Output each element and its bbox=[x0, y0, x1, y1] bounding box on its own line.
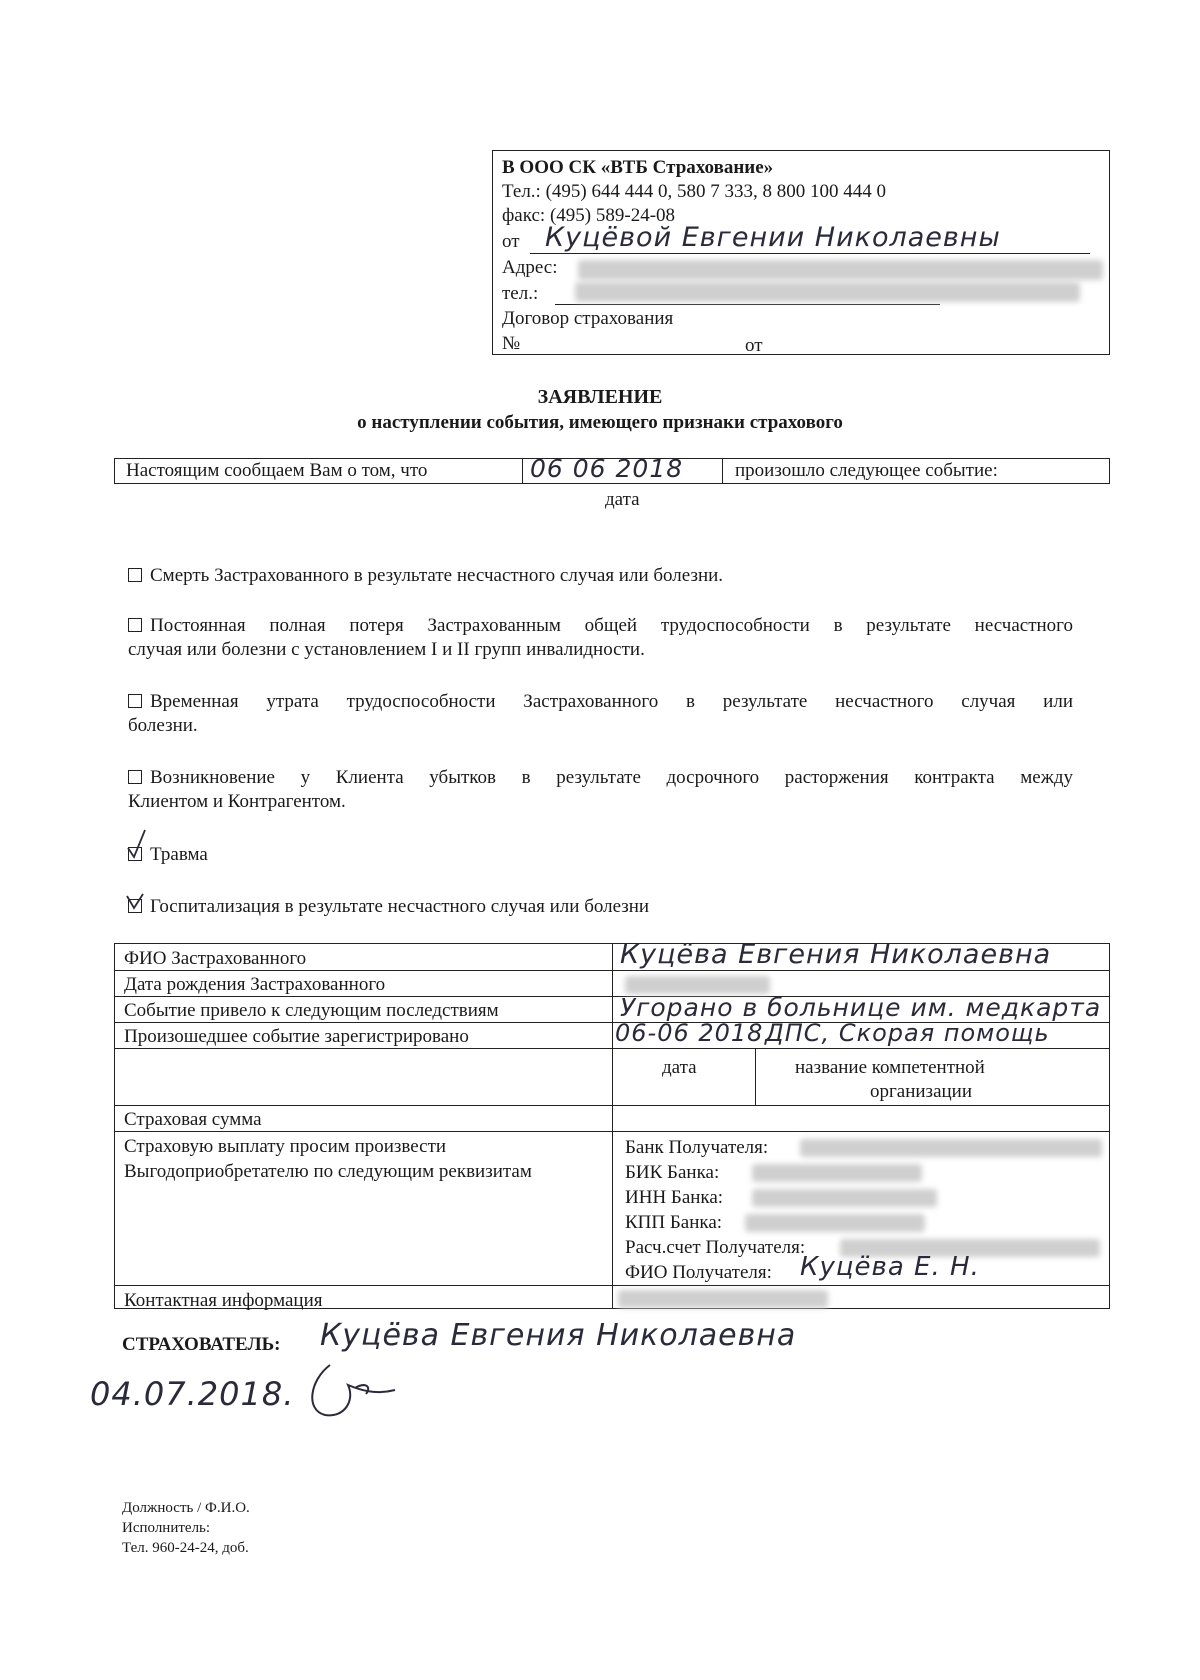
from-handwritten: Куцёвой Евгении Николаевны bbox=[545, 222, 1001, 253]
inn-redacted bbox=[752, 1189, 937, 1207]
footer-position: Должность / Ф.И.О. bbox=[122, 1500, 250, 1516]
option-client-losses[interactable]: Возникновение у Клиента убытков в результате досрочного расторжения контракта между bbox=[128, 765, 1073, 790]
event-date-caption: дата bbox=[605, 489, 640, 510]
checkbox-temporary-disability[interactable] bbox=[128, 694, 142, 708]
bank-label: Банк Получателя: bbox=[625, 1137, 769, 1158]
contract-label: Договор страхования bbox=[502, 308, 674, 329]
phone-redacted bbox=[575, 282, 1080, 302]
recipient-handwritten: Куцёва Е. Н. bbox=[800, 1252, 980, 1282]
contract-number-label: № bbox=[502, 333, 521, 354]
fio-label: ФИО Застрахованного bbox=[124, 948, 307, 969]
subcolumn-divider bbox=[755, 1048, 756, 1105]
fio-handwritten: Куцёва Евгения Николаевна bbox=[620, 939, 1052, 970]
address-redacted bbox=[578, 260, 1103, 280]
address-label: Адрес: bbox=[502, 257, 558, 278]
recipient-label: ФИО Получателя: bbox=[625, 1262, 772, 1283]
document-subtitle: о наступлении события, имеющего признаки страхового bbox=[357, 412, 843, 433]
option-hospitalization-text: Госпитализация в результате несчастного случая или болезни bbox=[150, 896, 650, 917]
checkbox-injury-checked[interactable] bbox=[128, 847, 142, 861]
checkmark-icon bbox=[127, 892, 149, 912]
bank-redacted bbox=[800, 1139, 1102, 1157]
option-permanent-disability[interactable]: Постоянная полная потеря Застрахованным общей трудоспособности в результате несчастного bbox=[128, 613, 1073, 638]
footer-phone: Тел. 960-24-24, доб. bbox=[122, 1540, 249, 1556]
signature-date-handwritten: 04.07.2018. bbox=[90, 1375, 295, 1413]
phone-label: тел.: bbox=[502, 283, 539, 304]
company-name: В ООО СК «ВТБ Страхование» bbox=[502, 157, 774, 178]
event-row-tail: произошло следующее событие: bbox=[735, 460, 998, 481]
from-label: от bbox=[502, 231, 520, 252]
payout-label-2: Выгодоприобретателю по следующим реквизитам bbox=[124, 1161, 532, 1182]
event-row-divider-1 bbox=[522, 458, 523, 484]
company-fax: факс: (495) 589-24-08 bbox=[502, 205, 676, 226]
company-phones: Тел.: (495) 644 444 0, 580 7 333, 8 800 100 444 0 bbox=[502, 181, 886, 202]
option-temporary-disability[interactable]: Временная утрата трудоспособности Застрахованного в результате несчастного случая или bbox=[128, 689, 1073, 714]
option-death[interactable] bbox=[128, 564, 723, 588]
contact-label: Контактная информация bbox=[124, 1290, 323, 1311]
date-caption: дата bbox=[662, 1057, 697, 1078]
option-injury-text: Травма bbox=[150, 844, 208, 865]
org-caption-2: организации bbox=[870, 1081, 973, 1102]
checkbox-hospitalization-checked[interactable] bbox=[128, 899, 142, 913]
option-temporary-disability-line2: болезни. bbox=[128, 715, 198, 736]
sum-label: Страховая сумма bbox=[124, 1109, 262, 1130]
checkbox-client-losses[interactable] bbox=[128, 770, 142, 784]
event-row-lead: Настоящим сообщаем Вам о том, что bbox=[126, 460, 428, 481]
option-client-losses-line2: Клиентом и Контрагентом. bbox=[128, 791, 346, 812]
contact-redacted bbox=[618, 1290, 828, 1308]
from-underline bbox=[530, 253, 1090, 254]
bik-redacted bbox=[752, 1164, 922, 1182]
option-permanent-disability-line2: случая или болезни с установлением I и II групп инвалидности. bbox=[128, 639, 645, 660]
policyholder-label: СТРАХОВАТЕЛЬ: bbox=[122, 1334, 281, 1355]
dob-redacted bbox=[625, 976, 770, 994]
column-divider bbox=[612, 943, 613, 1309]
policyholder-name-handwritten: Куцёва Евгения Николаевна bbox=[320, 1318, 797, 1353]
checkmark-icon bbox=[127, 830, 149, 860]
event-date-handwritten: 06 06 2018 bbox=[530, 454, 684, 483]
option-hospitalization[interactable] bbox=[128, 895, 649, 919]
checkbox-death[interactable] bbox=[128, 568, 142, 582]
registered-org-handwritten: ДПС, Скорая помощь bbox=[765, 1019, 1050, 1047]
consequences-label: Событие привело к следующим последствиям bbox=[124, 1000, 499, 1021]
footer-executor: Исполнитель: bbox=[122, 1520, 211, 1536]
contract-date-label: от bbox=[745, 335, 763, 356]
registered-label: Произошедшее событие зарегистрировано bbox=[124, 1026, 469, 1047]
registered-date-handwritten: 06-06 2018 bbox=[615, 1019, 764, 1047]
document-title: ЗАЯВЛЕНИЕ bbox=[537, 386, 663, 408]
inn-label: ИНН Банка: bbox=[625, 1187, 724, 1208]
org-caption-1: название компетентной bbox=[795, 1057, 985, 1078]
signature-scribble-icon bbox=[300, 1360, 430, 1420]
account-label: Расч.счет Получателя: bbox=[625, 1237, 806, 1258]
bik-label: БИК Банка: bbox=[625, 1162, 720, 1183]
dob-label: Дата рождения Застрахованного bbox=[124, 974, 386, 995]
kpp-redacted bbox=[745, 1214, 925, 1232]
checkbox-permanent-disability[interactable] bbox=[128, 618, 142, 632]
consequences-handwritten: Угорано в больнице им. медкарта bbox=[620, 993, 1102, 1022]
phone-underline bbox=[555, 304, 940, 305]
event-row-divider-2 bbox=[722, 458, 723, 484]
payout-label-1: Страховую выплату просим произвести bbox=[124, 1136, 447, 1157]
kpp-label: КПП Банка: bbox=[625, 1212, 723, 1233]
option-injury[interactable] bbox=[128, 843, 208, 867]
option-death-text: Смерть Застрахованного в результате несчастного случая или болезни. bbox=[150, 565, 724, 586]
